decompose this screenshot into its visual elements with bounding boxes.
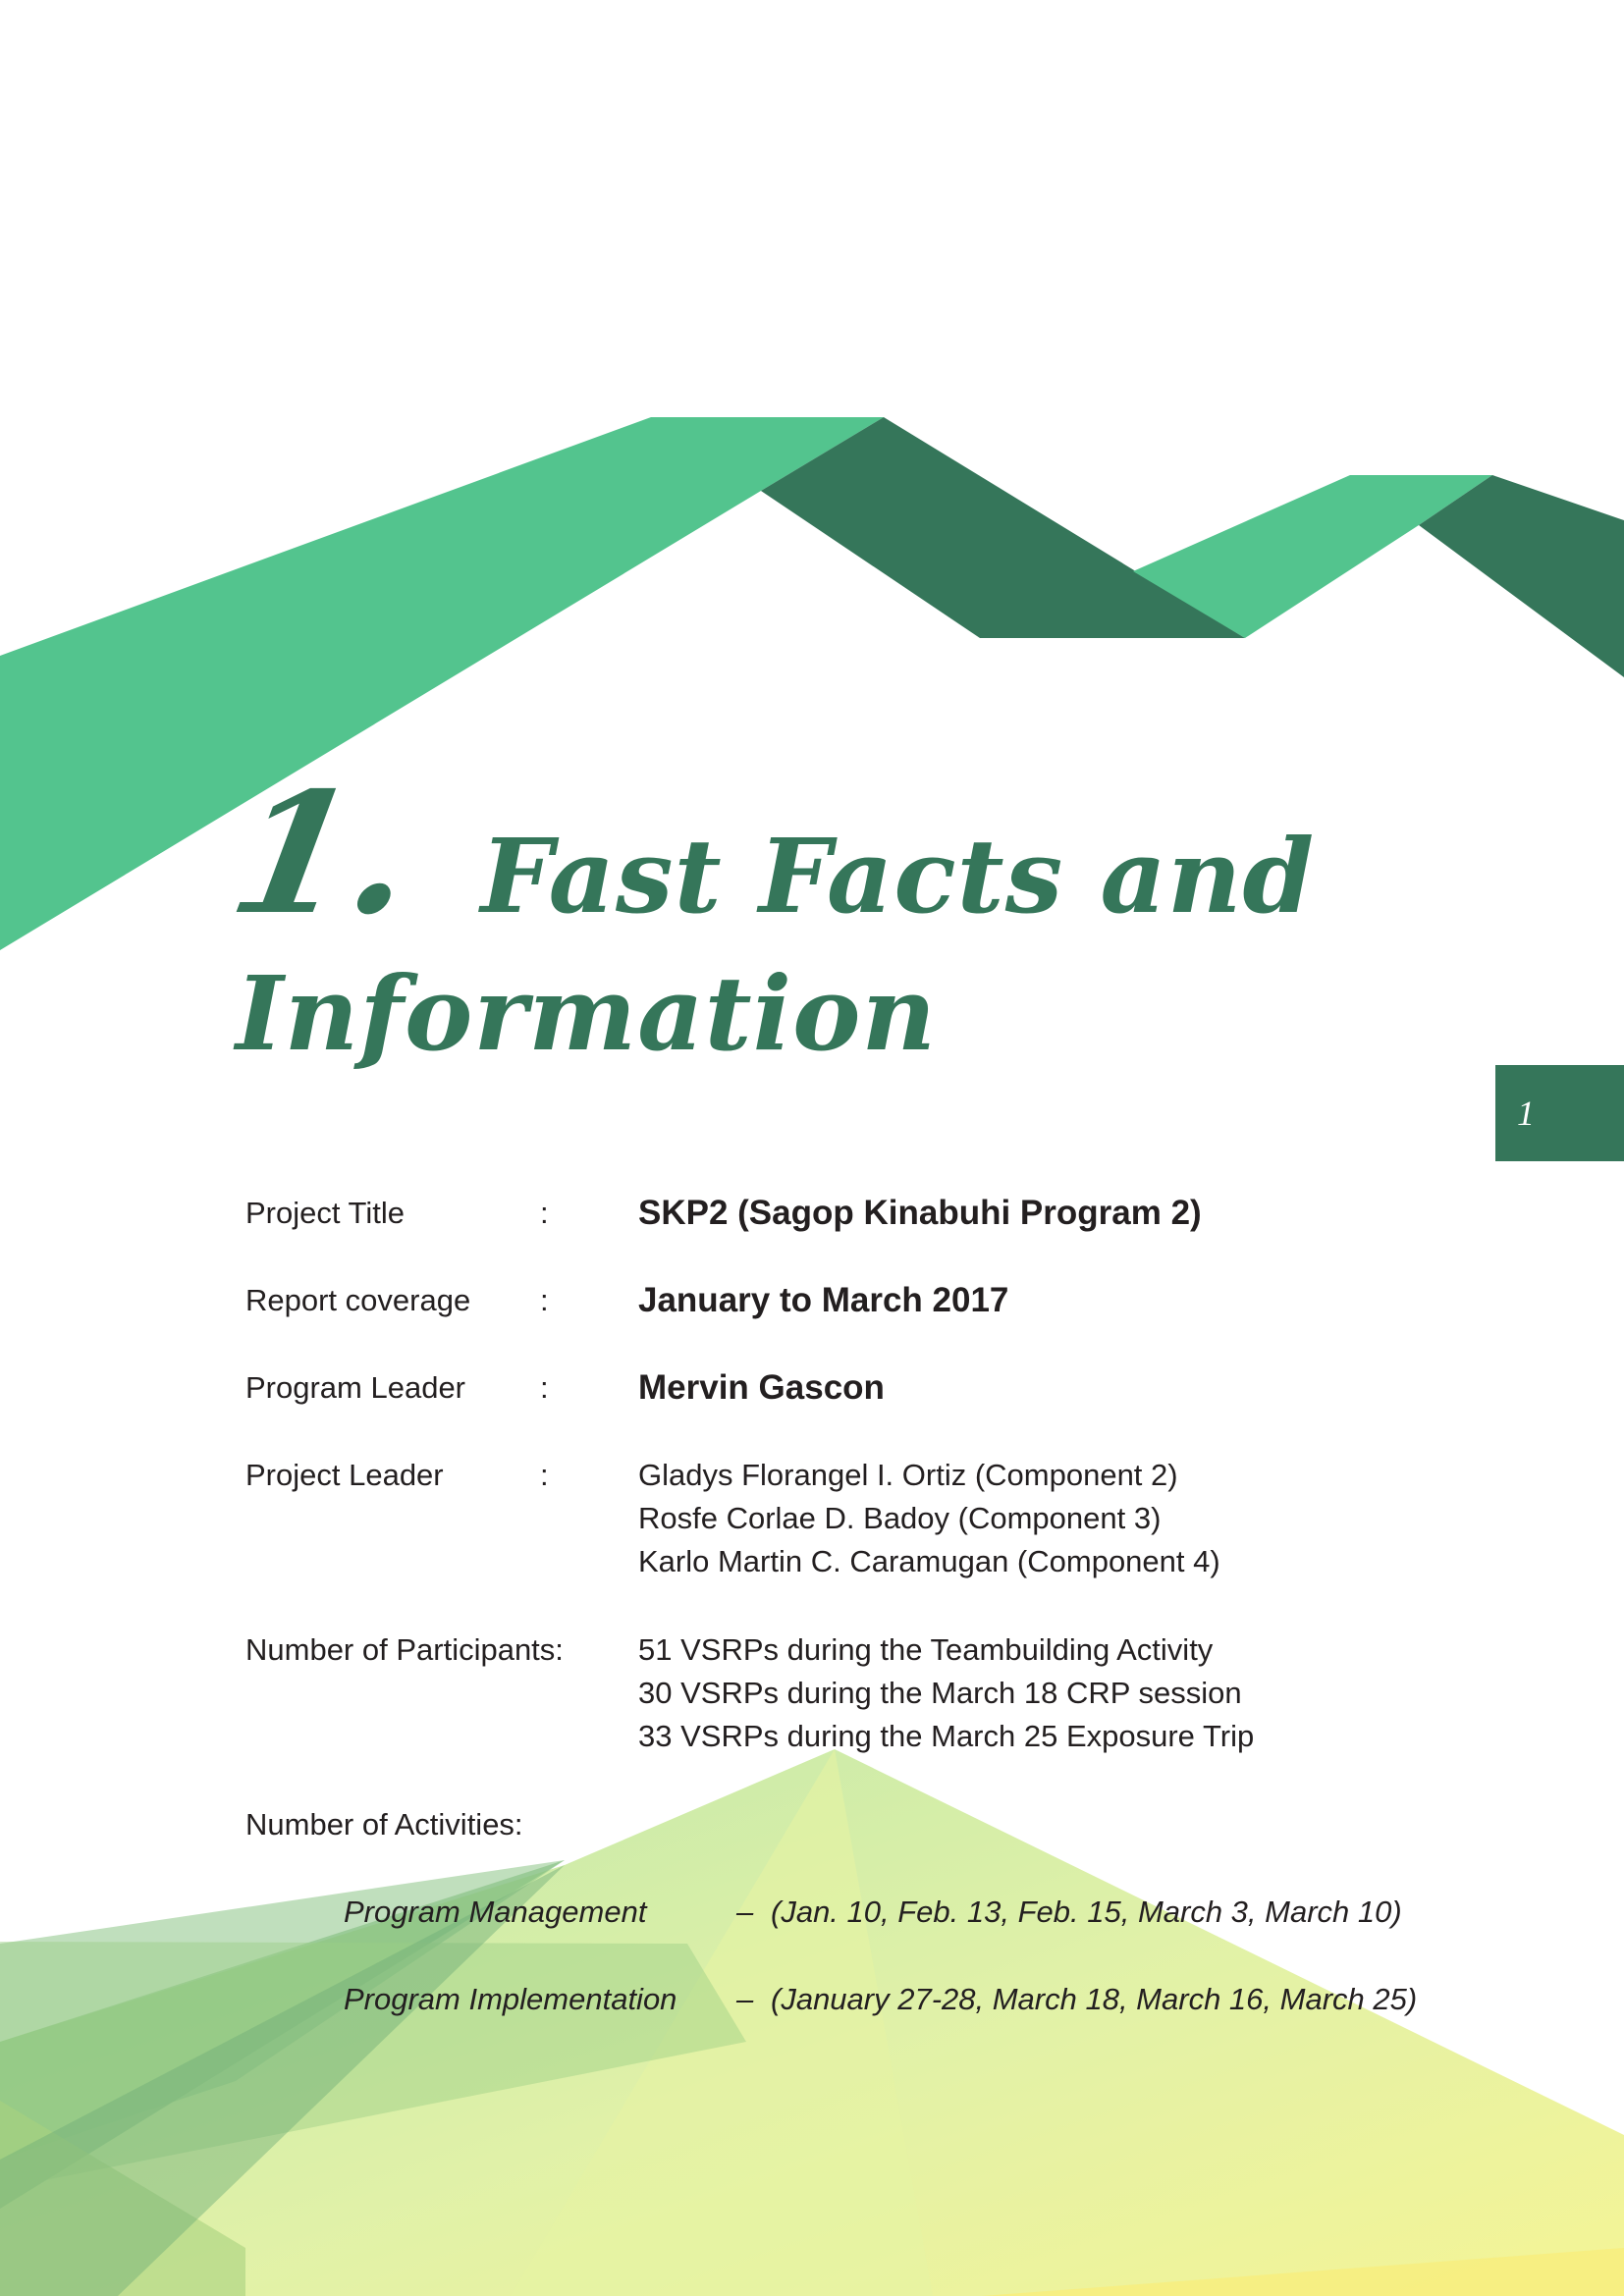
activity-dash: – xyxy=(736,1895,754,1929)
section-heading xyxy=(218,756,1316,1083)
page-number-tab xyxy=(1495,1065,1624,1161)
section-number: 1. xyxy=(218,756,430,952)
activity-dash: – xyxy=(736,1982,754,2016)
project-leader-list xyxy=(638,1454,1220,1583)
activity-dates: (January 27-28, March 18, March 16, March 25) xyxy=(771,1982,1418,2016)
fact-label: Program Leader xyxy=(245,1370,466,1405)
fact-value: Mervin Gascon xyxy=(638,1368,885,1407)
list-item: 33 VSRPs during the March 25 Exposure Trip xyxy=(638,1719,1255,1753)
activity-name: Program Implementation xyxy=(344,1982,677,2016)
fact-colon: : xyxy=(540,1370,549,1405)
list-item: 30 VSRPs during the March 18 CRP session xyxy=(638,1676,1242,1710)
activity-name: Program Management xyxy=(344,1895,647,1929)
fact-label: Number of Activities: xyxy=(245,1807,523,1842)
fact-value: January to March 2017 xyxy=(638,1281,1009,1319)
list-item: 51 VSRPs during the Teambuilding Activity xyxy=(638,1632,1214,1667)
fact-colon: : xyxy=(540,1458,549,1492)
activity-row xyxy=(344,1891,1402,1934)
fact-label: Project Leader xyxy=(245,1458,444,1492)
fact-colon: : xyxy=(540,1283,549,1317)
list-item: Rosfe Corlae D. Badoy (Component 3) xyxy=(638,1501,1162,1535)
fact-colon: : xyxy=(540,1196,549,1230)
participants-list xyxy=(638,1629,1254,1758)
fact-value: SKP2 (Sagop Kinabuhi Program 2) xyxy=(638,1194,1202,1232)
fact-label: Number of Participants: xyxy=(245,1632,564,1667)
section-title-line2: Information xyxy=(236,953,938,1074)
list-item: Karlo Martin C. Caramugan (Component 4) xyxy=(638,1544,1220,1578)
list-item: Gladys Florangel I. Ortiz (Component 2) xyxy=(638,1458,1178,1492)
section-title-line1: Fast Facts and xyxy=(480,816,1316,936)
activity-dates: (Jan. 10, Feb. 13, Feb. 15, March 3, March 10) xyxy=(771,1895,1402,1929)
page-number: 1 xyxy=(1517,1094,1535,1133)
fact-label: Project Title xyxy=(245,1196,405,1230)
activity-row xyxy=(344,1978,1418,2021)
fact-label: Report coverage xyxy=(245,1283,471,1317)
